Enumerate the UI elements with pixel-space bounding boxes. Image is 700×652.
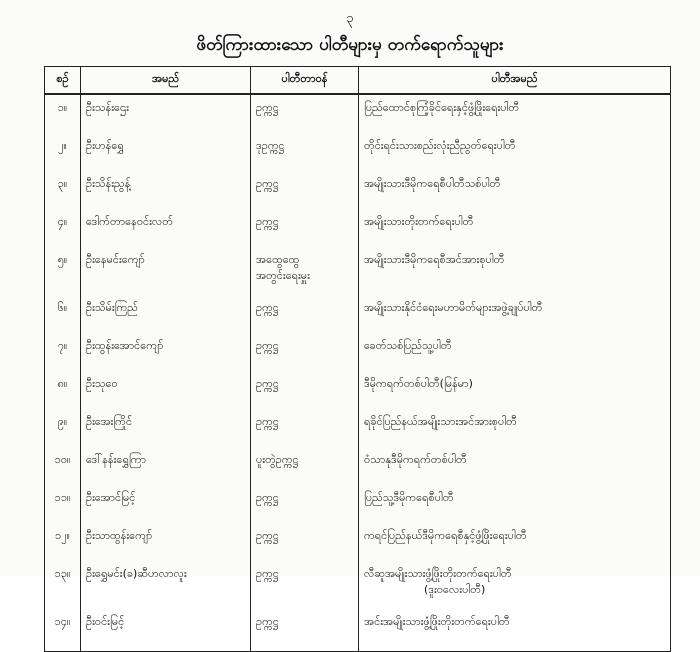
party-name-cell — [359, 561, 671, 609]
table-row — [45, 209, 671, 247]
party-name-cell — [359, 371, 671, 409]
party-name-cell — [359, 133, 671, 171]
party-name-cell-text: ဒီမိုကရက်တစ်ပါတီ(မြန်မာ) — [364, 377, 473, 390]
row-number-cell-text: ၁၄။ — [54, 615, 71, 628]
party-position-cell — [251, 94, 359, 133]
table-row — [45, 561, 671, 609]
party-position-cell-text: ဒုဥက္ကဋ္ဌ — [256, 139, 285, 152]
attendee-name-cell-text: ဦးသာထွန်းကျော် — [86, 529, 153, 542]
party-name-cell-text: ပြည်ထောင်စုကြံ့ခိုင်ရေးနှင့်ဖွံ့ဖြိုးရေးပါတီ — [364, 101, 520, 114]
attendee-name-cell-text: ဒေါ်နန်းရွှေကြာ — [86, 453, 147, 466]
party-name-cell — [359, 609, 671, 652]
table-row — [45, 333, 671, 371]
row-number-cell-text: ၈။ — [57, 377, 68, 390]
table-body — [45, 94, 671, 652]
party-name-cell-text: ခေတ်သစ်ပြည်သူ့ပါတီ — [364, 339, 452, 352]
party-position-cell-text: ဥက္ကဋ္ဌ — [256, 215, 279, 228]
attendee-name-cell — [81, 523, 251, 561]
party-position-cell — [251, 609, 359, 652]
row-number-cell — [45, 133, 81, 171]
party-position-cell — [251, 247, 359, 295]
party-position-cell-text: ဥက္ကဋ္ဌ — [256, 615, 279, 628]
page-number: ၃ — [346, 11, 354, 26]
document-title: ဖိတ်ကြားထားသော ပါတီများမှ တက်ရောက်သူများ — [196, 35, 504, 55]
row-number-cell — [45, 371, 81, 409]
attendee-name-cell — [81, 333, 251, 371]
party-position-cell — [251, 333, 359, 371]
attendee-name-cell — [81, 371, 251, 409]
table-header-row — [45, 67, 671, 95]
row-number-cell — [45, 447, 81, 485]
row-number-cell — [45, 333, 81, 371]
attendee-name-cell-text: ဦးရွှေမင်း(ခ)ဆီဟလာလူး — [86, 567, 187, 580]
row-number-cell — [45, 561, 81, 609]
row-number-cell — [45, 94, 81, 133]
party-name-cell — [359, 333, 671, 371]
attendee-name-cell-text: ဦးသိန်းညွန့် — [86, 177, 131, 190]
attendee-name-cell — [81, 409, 251, 447]
row-number-cell — [45, 247, 81, 295]
table-row — [45, 247, 671, 295]
row-number-cell — [45, 485, 81, 523]
attendee-name-cell — [81, 447, 251, 485]
attendee-name-cell-text: ဦးသုဝေ — [86, 377, 118, 390]
row-number-cell — [45, 523, 81, 561]
party-position-cell — [251, 171, 359, 209]
party-position-cell-text: ဥက္ကဋ္ဌ — [256, 415, 279, 428]
attendee-name-cell-text: ဦးထွန်းအောင်ကျော် — [86, 339, 164, 352]
party-position-cell-text: အထွေထွေ အတွင်းရေးမှူး — [256, 253, 310, 282]
attendee-name-cell-text: ဦးအေးကြိုင် — [86, 415, 133, 428]
party-position-cell-text: ဥက္ကဋ္ဌ — [256, 301, 279, 314]
party-name-cell-text: အမျိုးသားနိုင်ငံရေးမဟာမိတ်များအဖွဲ့ချုပ်ပါတီ — [364, 301, 543, 314]
attendee-name-cell — [81, 561, 251, 609]
party-position-cell-text: ဥက္ကဋ္ဌ — [256, 101, 279, 114]
party-position-cell-text: ဥက္ကဋ္ဌ — [256, 529, 279, 542]
table-row — [45, 295, 671, 333]
party-name-cell-text: တိုင်းရင်းသားစည်းလုံးညီညွတ်ရေးပါတီ — [364, 139, 516, 152]
attendee-name-cell — [81, 485, 251, 523]
party-name-cell — [359, 485, 671, 523]
party-position-cell — [251, 295, 359, 333]
row-number-cell-text: ၁၃။ — [54, 567, 71, 580]
table-row — [45, 171, 671, 209]
row-number-cell-text: ၁။ — [57, 101, 68, 114]
party-position-cell-text: ဥက္ကဋ္ဌ — [256, 567, 279, 580]
party-name-cell-text: ဝံသာနုဒီမိုကရက်တစ်ပါတီ — [364, 453, 467, 466]
attendee-name-cell-text: ဒေါက်တာနေဝင်းလတ် — [86, 215, 173, 228]
attendee-name-cell — [81, 171, 251, 209]
row-number-cell-text: ၅။ — [57, 253, 68, 266]
row-number-cell-text: ၉။ — [57, 415, 68, 428]
row-number-cell — [45, 609, 81, 652]
party-name-cell — [359, 171, 671, 209]
party-position-cell — [251, 447, 359, 485]
row-number-cell-text: ၄။ — [57, 215, 68, 228]
attendee-name-cell-text: ဦးဟန်ရွှေ — [86, 139, 124, 152]
column-header-name: အမည် — [81, 67, 251, 95]
party-position-cell — [251, 561, 359, 609]
table-row — [45, 94, 671, 133]
party-name-cell — [359, 523, 671, 561]
party-position-cell — [251, 523, 359, 561]
attendee-table — [44, 66, 671, 652]
party-name-cell — [359, 409, 671, 447]
row-number-cell — [45, 209, 81, 247]
party-name-cell — [359, 247, 671, 295]
party-position-cell — [251, 371, 359, 409]
attendee-name-cell-text: ဦးနေမင်းကျော် — [86, 253, 145, 266]
table-row — [45, 485, 671, 523]
party-name-cell-text: ကရင်ပြည်နယ်ဒီမိုကရေစီနှင့်ဖွံ့ဖြိုးရေးပါတီ — [364, 529, 527, 542]
column-header-party: ပါတီအမည် — [359, 67, 671, 95]
party-name-cell-text: အမျိုးသားဒီမိုကရေစီအင်အားစုပါတီ — [364, 253, 505, 266]
row-number-cell-text: ၇။ — [57, 339, 68, 352]
column-header-number: စဉ် — [45, 67, 81, 95]
column-header-position: ပါတီတာဝန် — [251, 67, 359, 95]
attendee-name-cell-text: ဦးအောင်မြင့် — [86, 491, 136, 504]
table-row — [45, 447, 671, 485]
table-row — [45, 371, 671, 409]
row-number-cell — [45, 409, 81, 447]
party-name-cell — [359, 447, 671, 485]
party-name-cell-text: ရခိုင်ပြည်နယ်အမျိုးသားအင်အားစုပါတီ — [364, 415, 517, 428]
party-position-cell — [251, 209, 359, 247]
row-number-cell-text: ၂။ — [58, 139, 67, 152]
row-number-cell-text: ၆။ — [57, 301, 68, 314]
row-number-cell-text: ၁၀။ — [54, 453, 71, 466]
row-number-cell-text: ၁၂။ — [55, 529, 70, 542]
party-name-cell-text: အမျိုးသားဒီမိုကရေစီပါတီသစ်ပါတီ — [364, 177, 501, 190]
party-position-cell-text: ဥက္ကဋ္ဌ — [256, 377, 279, 390]
table-row — [45, 609, 671, 652]
table-row — [45, 133, 671, 171]
attendee-name-cell — [81, 209, 251, 247]
attendee-name-cell-text: ဦးသန်းဌေး — [86, 101, 129, 114]
attendee-name-cell-text: ဦးဝင်းမြင့် — [86, 615, 125, 628]
row-number-cell-text: ၁၁။ — [54, 491, 71, 504]
attendee-name-cell — [81, 133, 251, 171]
attendee-name-cell-text: ဦးသိမ်းကြည် — [86, 301, 138, 314]
party-position-cell-text: ဥက္ကဋ္ဌ — [256, 339, 279, 352]
party-name-cell-text: အမျိုးသားတိုးတက်ရေးပါတီ — [364, 215, 474, 228]
party-name-cell — [359, 295, 671, 333]
table-row — [45, 523, 671, 561]
party-position-cell-text: ဥက္ကဋ္ဌ — [256, 177, 279, 190]
party-position-cell-text: ဥက္ကဋ္ဌ — [256, 491, 279, 504]
party-name-cell-text: လီဆူအမျိုးသားဖွံ့ဖြိုးတိုးတက်ရေးပါတီ — [364, 567, 512, 580]
party-name-cell-text: အင်းအမျိုးသားဖွံ့ဖြိုးတိုးတက်ရေးပါတီ — [364, 615, 510, 628]
party-position-cell — [251, 485, 359, 523]
party-position-cell-text: ပူးတွဲဥက္ကဋ္ဌ — [256, 453, 299, 466]
attendee-name-cell — [81, 94, 251, 133]
row-number-cell — [45, 295, 81, 333]
attendee-name-cell — [81, 609, 251, 652]
table-row — [45, 409, 671, 447]
party-position-cell — [251, 409, 359, 447]
row-number-cell — [45, 171, 81, 209]
attendee-name-cell — [81, 247, 251, 295]
party-position-cell — [251, 133, 359, 171]
row-number-cell-text: ၃။ — [57, 177, 68, 190]
party-name-cell — [359, 94, 671, 133]
party-name-cell-text: ပြည်သူ့ဒီမိုကရေစီပါတီ — [364, 491, 454, 504]
party-name-subtitle: (ဒူးဝလေးပါတီ) — [424, 583, 486, 596]
party-name-cell — [359, 209, 671, 247]
attendee-name-cell — [81, 295, 251, 333]
